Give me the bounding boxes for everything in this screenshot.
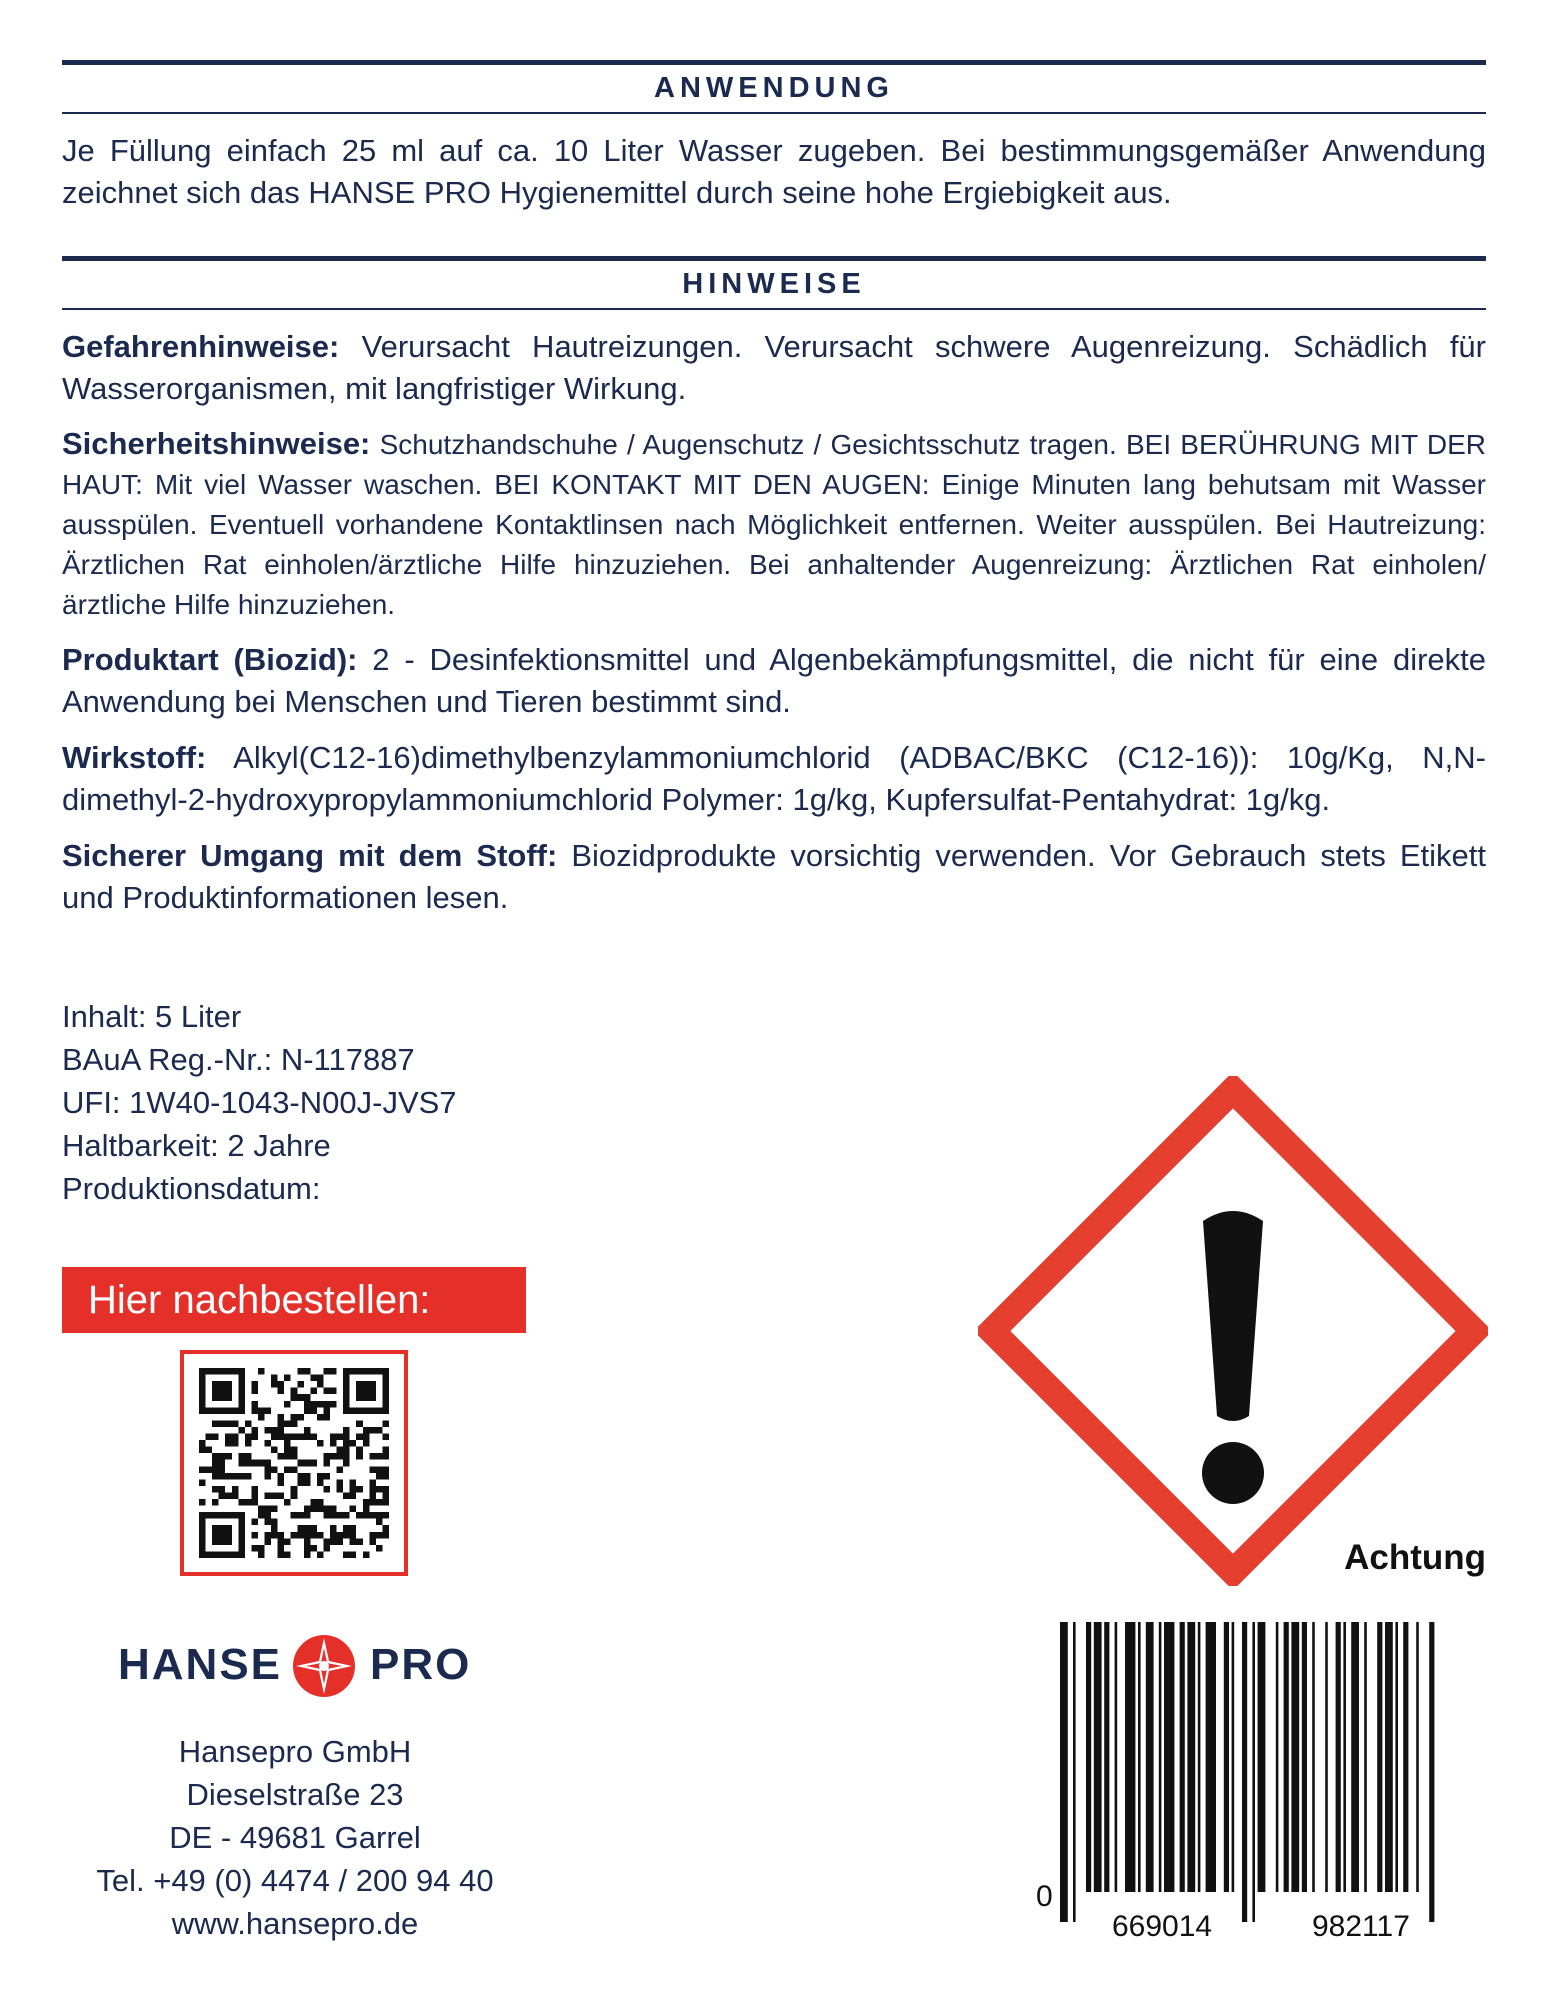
produktart-text: 2 - Desinfektionsmittel und Algenbekämpfungsmittel, die nicht für eine direkte Anwendung bei Menschen und Tieren bestimmt sind. — [62, 642, 1486, 719]
barcode-bar — [1224, 1622, 1229, 1892]
company-website[interactable]: www.hansepro.de — [171, 1906, 419, 1941]
ean-barcode — [1030, 1622, 1486, 1942]
gefahrenhinweise-text: Verursacht Hautreizungen. Verursacht schwere Augenreizung. Schädlich für Wasserorganismen, mit langfristiger Wirkung. — [62, 329, 1486, 406]
barcode-bar — [1312, 1622, 1315, 1892]
barcode-bar — [1336, 1622, 1341, 1892]
barcode-group-left: 669014 — [1112, 1910, 1213, 1942]
barcode-bar — [1198, 1622, 1201, 1892]
logo-text-right: PRO — [370, 1640, 472, 1689]
sicherer-umgang — [62, 835, 1486, 919]
sicherer-umgang-text: Biozidprodukte vorsichtig verwenden. Vor Gebrauch stets Etikett und Produktinformationen lesen. — [62, 838, 1486, 915]
barcode-bar — [1060, 1622, 1068, 1922]
barcode-bar — [1159, 1622, 1162, 1892]
sicherer-umgang-label: Sicherer Umgang mit dem Stoff: — [62, 838, 558, 873]
barcode-bar — [1291, 1622, 1299, 1892]
sicherheitshinweise-label: Sicherheitshinweise: — [62, 426, 371, 461]
company-name: Hansepro GmbH — [178, 1734, 412, 1769]
barcode-bar — [1364, 1622, 1367, 1892]
gefahrenhinweise-label: Gefahrenhinweise: — [62, 329, 340, 364]
company-address — [40, 1730, 550, 1945]
logo-text-left: HANSE — [118, 1640, 283, 1689]
ghs-exclamation-pictogram — [978, 1076, 1488, 1586]
barcode-bar — [1343, 1622, 1346, 1892]
anwendung-title: ANWENDUNG — [654, 72, 894, 104]
barcode-bar — [1115, 1622, 1118, 1892]
barcode-bar — [1351, 1622, 1359, 1892]
company-city: DE - 49681 Garrel — [169, 1820, 421, 1855]
barcode-bar — [1242, 1622, 1247, 1922]
wirkstoff-label: Wirkstoff: — [62, 740, 207, 775]
inhalt: Inhalt: 5 Liter — [62, 999, 242, 1034]
reorder-qr-code[interactable] — [180, 1350, 408, 1576]
hinweise-section — [62, 256, 1486, 933]
haltbarkeit: Haltbarkeit: 2 Jahre — [62, 1128, 331, 1163]
barcode-bar — [1125, 1622, 1135, 1892]
barcode-bar — [1138, 1622, 1141, 1892]
barcode-group-right: 982117 — [1312, 1910, 1410, 1942]
barcode-bar — [1395, 1622, 1398, 1892]
barcode-bar — [1258, 1622, 1266, 1892]
anwendung-text: Je Füllung einfach 25 ml auf ca. 10 Liter Wasser zugeben. Bei bestimmungsgemäßer Anwendung zeichnet sich das HANSE PRO Hygienemittel durch seine hohe Ergiebigkeit aus. — [62, 133, 1486, 210]
barcode-bar — [1094, 1622, 1102, 1892]
barcode-digit-first: 0 — [1036, 1880, 1053, 1913]
hansepro-logo — [118, 1630, 478, 1700]
produktionsdatum: Produktionsdatum: — [62, 1171, 321, 1206]
barcode-bar — [1276, 1622, 1279, 1892]
hinweise-body — [62, 326, 1486, 919]
barcode-bar — [1377, 1622, 1382, 1892]
barcode-bar — [1429, 1622, 1434, 1922]
compass-star-icon — [292, 1634, 356, 1698]
product-info — [62, 995, 457, 1210]
sicherheitshinweise — [62, 424, 1486, 625]
gefahrenhinweise — [62, 326, 1486, 410]
hinweise-title: HINWEISE — [682, 268, 866, 300]
produktart — [62, 639, 1486, 723]
company-phone: Tel. +49 (0) 4474 / 200 94 40 — [96, 1863, 494, 1898]
barcode-bar — [1232, 1622, 1235, 1892]
title-rule — [62, 112, 1486, 114]
registration-number: BAuA Reg.-Nr.: N-117887 — [62, 1042, 415, 1077]
reorder-banner: Hier nachbestellen: — [62, 1267, 526, 1333]
title-rule — [62, 308, 1486, 310]
barcode-bar — [1284, 1622, 1289, 1892]
barcode-bar — [1325, 1622, 1328, 1892]
barcode-bar — [1073, 1622, 1076, 1922]
sicherheitshinweise-text: Schutzhandschuhe / Augenschutz / Gesichtsschutz tragen. BEI BERÜHRUNG MIT DER HAUT: Mit viel Wasser waschen. BEI KONTAKT MIT DEN AUGEN: Einige Minuten lang behutsam mit Wasser ausspülen. Eventuell vorhandene Kontaktlinsen nach Möglichkeit entfernen. Weiter ausspülen. Bei Hautreizung: Ärztlichen Rat einholen/ärztliche Hilfe hinzuziehen. Bei anhaltender Augenreizung: Ärztlichen Rat einholen/ärztliche Hilfe hinzuziehen. — [62, 429, 1486, 620]
barcode-bar — [1086, 1622, 1091, 1892]
anwendung-section — [62, 60, 1486, 214]
barcode-bar — [1146, 1622, 1154, 1892]
ufi: UFI: 1W40-1043-N00J-JVS7 — [62, 1085, 457, 1120]
wirkstoff-text: Alkyl(C12-16)dimethylbenzylammoniumchlorid (ADBAC/BKC (C12-16)): 10g/Kg, N,N-dimethyl-2-hydroxypropylammoniumchlorid Polymer: 1g/kg, Kupfersulfat-Pentahydrat: 1g/kg. — [62, 740, 1486, 817]
barcode-bar — [1187, 1622, 1195, 1892]
barcode-bar — [1403, 1622, 1408, 1892]
barcode-bar — [1302, 1622, 1307, 1892]
barcode-bar — [1180, 1622, 1185, 1892]
barcode-bar — [1385, 1622, 1393, 1892]
barcode-bar — [1164, 1622, 1174, 1892]
barcode-bar — [1416, 1622, 1419, 1892]
barcode-bar — [1206, 1622, 1216, 1892]
wirkstoff — [62, 737, 1486, 821]
barcode-bar — [1252, 1622, 1255, 1922]
qr-code-icon — [198, 1368, 390, 1558]
company-street: Dieselstraße 23 — [186, 1777, 404, 1812]
produktart-label: Produktart (Biozid): — [62, 642, 358, 677]
barcode-bar — [1104, 1622, 1109, 1892]
barcode-bars — [1060, 1622, 1434, 1922]
signal-word: Achtung — [1344, 1538, 1486, 1577]
